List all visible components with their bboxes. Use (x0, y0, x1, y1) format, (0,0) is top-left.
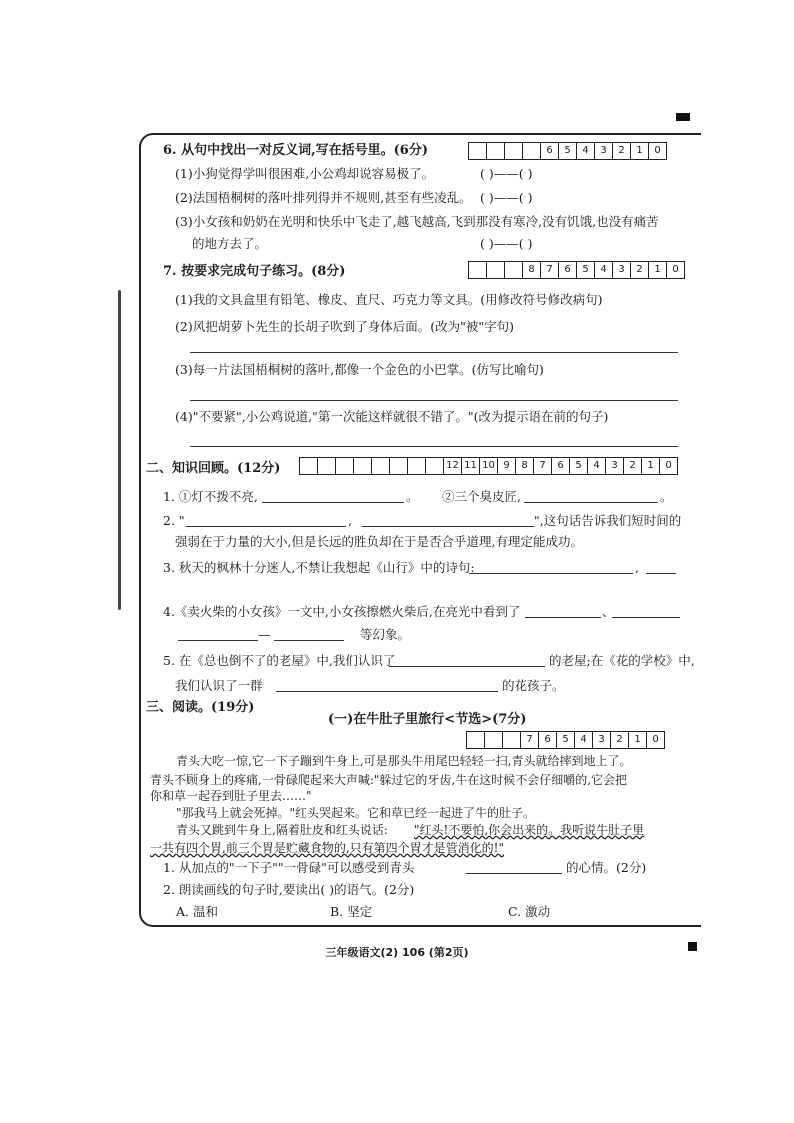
sec3-q1a: 1. 从加点的"一下子""一骨碌"可以感受到青头 (163, 860, 415, 875)
sec2-cell[interactable]: 4 (588, 458, 606, 474)
q7-cell[interactable]: 7 (541, 262, 559, 278)
sec2-cell[interactable]: 8 (516, 458, 534, 474)
q7-item-1: (1)我的文具盒里有铅笔、橡皮、直尺、巧克力等文具。(用修改符号修改病句) (175, 292, 603, 307)
q6-title: 6. 从句中找出一对反义词,写在括号里。(6分) (163, 143, 428, 158)
q6-item-3-blank[interactable]: ( )——( ) (480, 236, 533, 251)
sec3-cell[interactable]: 5 (557, 732, 575, 748)
option-b[interactable]: B. 坚定 (330, 904, 373, 919)
sec2-q2b: , (348, 513, 352, 528)
sec2-cell[interactable]: 12 (444, 458, 462, 474)
sec2-q4a: 4.《卖火柴的小女孩》一文中,小女孩擦燃火柴后,在亮光中看到了 (163, 604, 521, 619)
q6-cell[interactable]: 4 (577, 143, 595, 159)
sec2-q4b: 等幻象。 (360, 627, 411, 642)
sec2-cell[interactable] (354, 458, 372, 474)
sec2-q2a: 2. " (163, 513, 185, 528)
sec3-cell[interactable]: 1 (629, 732, 647, 748)
q7-answer-line-3[interactable] (190, 400, 678, 401)
sec3-cell[interactable]: 3 (593, 732, 611, 748)
sec2-cell[interactable]: 3 (606, 458, 624, 474)
sec2-score-box[interactable] (299, 457, 678, 475)
q7-cell[interactable]: 2 (631, 262, 649, 278)
sec2-cell[interactable]: 0 (665, 460, 672, 471)
sec2-cell[interactable]: 1 (642, 458, 660, 474)
sec3-cell[interactable]: 7 (521, 732, 539, 748)
sec2-title: 二、知识回顾。(12分) (146, 461, 281, 476)
q6-cell[interactable]: 1 (631, 143, 649, 159)
q7-item-4: (4)"不要紧",小公鸡说道,"第一次能这样就很不错了。"(改为提示语在前的句子) (175, 409, 609, 424)
q6-item-2-blank[interactable]: ( )——( ) (480, 190, 533, 205)
sec2-q1b-blank[interactable] (524, 502, 658, 503)
q7-cell[interactable]: 4 (595, 262, 613, 278)
q7-answer-line-2[interactable] (190, 352, 678, 353)
sec2-q2d: 强弱在于力量的大小,但是长远的胜负却在于是否合乎道理,有理定能成功。 (175, 534, 583, 549)
sec2-q3-blank-2[interactable] (646, 573, 676, 574)
q6-item-3-cont: 的地方去了。 (192, 236, 268, 251)
q7-cell[interactable] (505, 262, 523, 278)
sec3-q1-blank[interactable] (466, 873, 562, 874)
passage-p3b-underlined: "红头!不要怕,你会出来的。我听说牛肚子里 (414, 823, 645, 837)
sec2-q3-blank-1[interactable] (469, 573, 633, 574)
sec2-cell[interactable] (390, 458, 408, 474)
q6-cell[interactable] (469, 143, 487, 159)
q7-title: 7. 按要求完成句子练习。(8分) (163, 264, 346, 279)
q7-cell[interactable]: 3 (613, 262, 631, 278)
sec2-q1b: ②三个臭皮匠, (442, 489, 521, 504)
sec2-q5b: 的老屋;在《花的学校》中, (549, 653, 695, 668)
passage-p1a: 青头大吃一惊,它一下子蹦到牛身上,可是那头牛用尾巴轻轻一扫,青头就给摔到地上了。 (176, 754, 632, 768)
sec2-q5-blank-2[interactable] (276, 691, 498, 692)
q7-item-3: (3)每一片法国梧桐树的落叶,都像一个金色的小巴掌。(仿写比喻句) (175, 362, 544, 377)
passage-p3c-underlined: 一共有四个胃,前三个胃是贮藏食物的,只有第四个胃才是管消化的!" (150, 841, 504, 855)
sec2-cell[interactable]: 7 (534, 458, 552, 474)
option-a[interactable]: A. 温和 (176, 904, 218, 919)
sec2-q5d: 的花孩子。 (502, 678, 565, 693)
sec2-q3: 3. 秋天的枫林十分迷人,不禁让我想起《山行》中的诗句: (163, 560, 475, 575)
q6-item-1-blank[interactable]: ( )——( ) (480, 166, 533, 181)
sec3-q1b: 的心情。(2分) (566, 860, 647, 875)
sec2-q4-blank-3[interactable] (178, 640, 258, 641)
sec2-cell[interactable]: 10 (480, 458, 498, 474)
sec2-cell[interactable]: 2 (624, 458, 642, 474)
option-c[interactable]: C. 激动 (508, 904, 551, 919)
sec2-q4-blank-2[interactable] (612, 617, 680, 618)
q6-cell[interactable]: 5 (559, 143, 577, 159)
sec2-q5-blank-1[interactable] (389, 666, 545, 667)
sec3-q2: 2. 朗读画线的句子时,要读出( )的语气。(2分) (163, 882, 415, 897)
q6-item-3: (3)小女孩和奶奶在光明和快乐中飞走了,越飞越高,飞到那没有寒冷,没有饥饿,也没有痛苦 (175, 214, 659, 229)
q6-score-box[interactable] (468, 142, 667, 160)
q7-score-box[interactable] (468, 261, 685, 279)
sec2-cell[interactable]: 5 (570, 458, 588, 474)
q7-cell[interactable]: 8 (523, 262, 541, 278)
registration-mark-top (676, 113, 690, 121)
sec2-cell[interactable] (408, 458, 426, 474)
q6-cell[interactable]: 3 (595, 143, 613, 159)
page-footer: 三年级语文(2) 106 (第2页) (325, 946, 469, 959)
sec3-cell[interactable]: 2 (611, 732, 629, 748)
q7-item-2: (2)风把胡萝卜先生的长胡子吹到了身体后面。(改为"被"字句) (175, 319, 514, 334)
sec2-q1a-period: 。 (406, 489, 419, 504)
passage-p2: "那我马上就会死掉。"红头哭起来。它和草已经一起进了牛的肚子。 (176, 806, 536, 820)
sec2-q5a: 5. 在《总也倒不了的老屋》中,我们认识了 (163, 653, 396, 668)
sec3-cell[interactable]: 6 (539, 732, 557, 748)
q6-item-1: (1)小狗觉得学叫很困难,小公鸡却说容易极了。 (175, 166, 435, 181)
sec2-cell[interactable]: 6 (552, 458, 570, 474)
sec3-score-box[interactable] (466, 731, 665, 749)
sec2-cell[interactable] (336, 458, 354, 474)
sec2-cell[interactable]: 11 (462, 458, 480, 474)
sec2-cell[interactable] (372, 458, 390, 474)
q6-cell[interactable]: 6 (541, 143, 559, 159)
q7-answer-line-4[interactable] (190, 446, 678, 447)
q7-cell[interactable]: 6 (559, 262, 577, 278)
sec2-q1a: 1. ①灯不拨不亮, (163, 489, 258, 504)
q6-cell[interactable]: 2 (613, 143, 631, 159)
sec2-q1a-blank[interactable] (262, 502, 404, 503)
q6-cell[interactable] (523, 143, 541, 159)
sec2-cell[interactable]: 9 (498, 458, 516, 474)
sec2-cell[interactable] (426, 458, 444, 474)
passage-p1b: 青头不顾身上的疼痛,一骨碌爬起来大声喊:"躲过它的牙齿,牛在这时候不会仔细嚼的,它会把 (150, 773, 628, 787)
sec2-q4-blank-1[interactable] (525, 617, 601, 618)
q6-item-2: (2)法国梧桐树的落叶排列得并不规则,甚至有些凌乱。 (175, 190, 472, 205)
sec2-q4-sep-1: 、 (602, 604, 615, 619)
q7-cell[interactable] (487, 262, 505, 278)
q6-cell[interactable] (487, 143, 505, 159)
sec2-q2c: ",这句话告诉我们短时间的 (534, 513, 682, 528)
sec2-q1b-period: 。 (660, 489, 673, 504)
passage-p3a: 青头又跳到牛身上,隔着肚皮和红头说话: (176, 823, 388, 837)
passage-p1c: 你和草一起吞到肚子里去……" (150, 789, 312, 803)
q6-cell[interactable]: 0 (654, 145, 661, 156)
sec2-q4-blank-4[interactable] (274, 640, 344, 641)
q7-cell[interactable]: 1 (649, 262, 667, 278)
sec3-cell[interactable]: 0 (652, 734, 659, 745)
passage-title: (一)在牛肚子里旅行<节选>(7分) (328, 712, 527, 727)
sec2-q4-sep-2: — (258, 627, 271, 642)
sec2-q3-comma: , (635, 560, 639, 575)
sec2-q2-blank-2[interactable] (362, 526, 534, 527)
q7-cell[interactable]: 5 (577, 262, 595, 278)
q7-cell[interactable] (469, 262, 487, 278)
sec3-cell[interactable] (467, 732, 485, 748)
sec3-title: 三、阅读。(19分) (146, 700, 255, 715)
sec3-cell[interactable]: 4 (575, 732, 593, 748)
binding-line (118, 290, 121, 610)
sec2-q5c: 我们认识了一群 (175, 678, 263, 693)
q6-cell[interactable] (505, 143, 523, 159)
sec2-cell[interactable] (318, 458, 336, 474)
sec3-cell[interactable] (503, 732, 521, 748)
q7-cell[interactable]: 0 (672, 264, 679, 275)
sec3-cell[interactable] (485, 732, 503, 748)
sec2-q2-blank-1[interactable] (186, 526, 346, 527)
sec2-cell[interactable] (300, 458, 318, 474)
